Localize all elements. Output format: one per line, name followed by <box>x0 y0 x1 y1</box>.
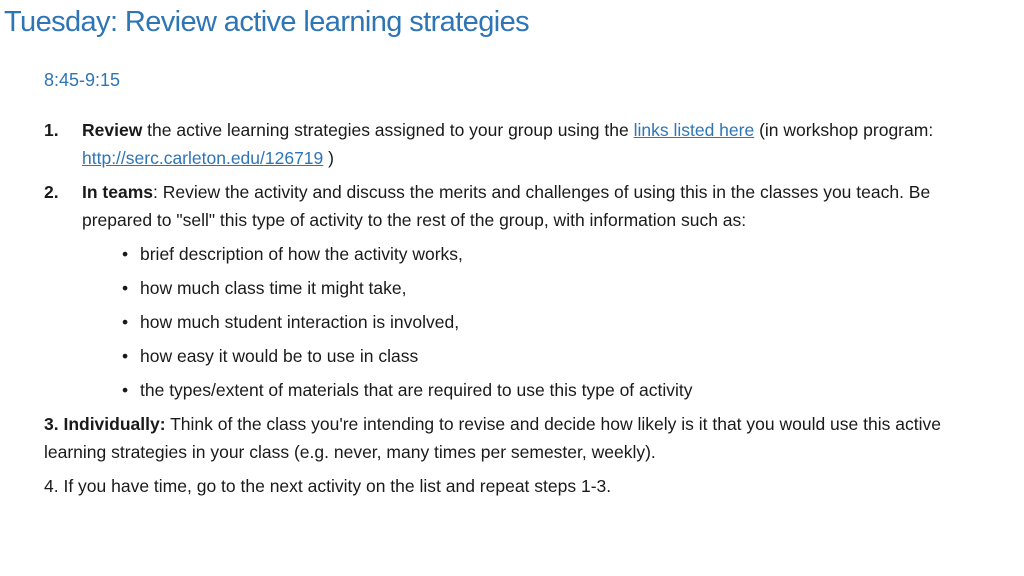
bullet-icon: • <box>122 244 129 264</box>
step-2-text: : Review the activity and discuss the merits and challenges of using this in the classes you teach. Be prepared to "sell" this type of activity to the rest of the group, with information such as: <box>82 182 931 230</box>
step-1-text-b: (in workshop program: <box>754 120 934 140</box>
step-1 <box>44 116 1004 172</box>
step-3-heading: 3. Individually: <box>44 414 166 434</box>
step-2 <box>44 178 1004 234</box>
list-item-text: how easy it would be to use in class <box>140 346 419 366</box>
step-1-heading: Review <box>82 120 143 140</box>
slide-title: Tuesday: Review active learning strategies <box>4 6 529 38</box>
step-2-heading: In teams <box>82 182 153 202</box>
list-item-text: how much class time it might take, <box>140 278 407 298</box>
discussion-points-list <box>44 240 1004 404</box>
links-listed-here-link[interactable]: links listed here <box>633 120 755 140</box>
list-item <box>44 342 1004 370</box>
step-1-text-c: ) <box>323 148 334 168</box>
list-item <box>44 240 1004 268</box>
step-3 <box>44 410 1004 466</box>
step-1-number: 1. <box>44 120 59 140</box>
bullet-icon: • <box>122 312 129 332</box>
step-3-text: Think of the class you're intending to revise and decide how likely is it that you would use this active learning strategies in your class (e.g. never, many times per semester, weekly). <box>44 414 941 462</box>
session-time: 8:45-9:15 <box>44 70 121 90</box>
list-item-text: the types/extent of materials that are required to use this type of activity <box>140 380 693 400</box>
step-2-number: 2. <box>44 182 59 202</box>
workshop-program-link[interactable]: http://serc.carleton.edu/126719 <box>82 148 324 168</box>
list-item <box>44 308 1004 336</box>
slide-body <box>44 116 1004 506</box>
list-item-text: how much student interaction is involved, <box>140 312 460 332</box>
list-item-text: brief description of how the activity works, <box>140 244 463 264</box>
list-item <box>44 376 1004 404</box>
step-4: 4. If you have time, go to the next activity on the list and repeat steps 1-3. <box>44 476 612 496</box>
bullet-icon: • <box>122 278 129 298</box>
bullet-icon: • <box>122 380 129 400</box>
list-item <box>44 274 1004 302</box>
bullet-icon: • <box>122 346 129 366</box>
step-1-text-a: the active learning strategies assigned to your group using the <box>142 120 634 140</box>
